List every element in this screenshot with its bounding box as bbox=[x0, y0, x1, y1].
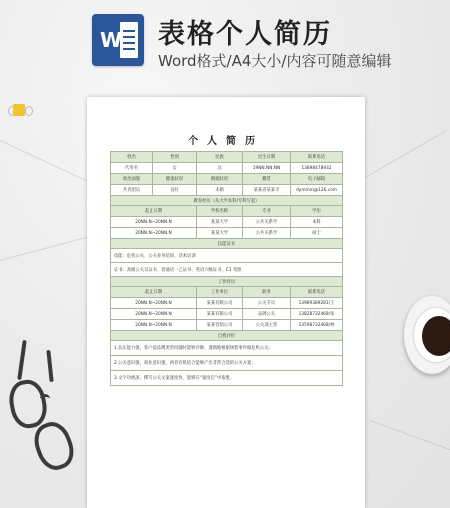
table-row bbox=[111, 356, 343, 371]
table-cell: 某某大学 bbox=[197, 228, 243, 239]
table-cell: 联系电话 bbox=[291, 287, 343, 298]
table-cell: 职务 bbox=[243, 287, 291, 298]
table-cell: 联系电话 bbox=[291, 152, 343, 163]
table-cell: 良好 bbox=[153, 185, 197, 196]
basic-value-row bbox=[111, 163, 343, 174]
table-row bbox=[111, 371, 343, 386]
marble-vein bbox=[370, 420, 450, 452]
table-cell: dymmm@126.com bbox=[291, 185, 343, 196]
glasses-icon bbox=[14, 340, 74, 480]
table-cell: 共青团员 bbox=[111, 185, 153, 196]
table-cell: 政治面貌 bbox=[111, 174, 153, 185]
table-cell: 公共关系学 bbox=[243, 228, 291, 239]
resume-table bbox=[110, 151, 343, 386]
table-cell: 20NN.N~20NN.N bbox=[111, 298, 197, 309]
table-cell: 某某有限公司 bbox=[197, 309, 243, 320]
table-cell: 起止日期 bbox=[111, 287, 197, 298]
table-cell: 出生日期 bbox=[243, 152, 291, 163]
table-cell: 起止日期 bbox=[111, 206, 197, 217]
education-header-row bbox=[111, 206, 343, 217]
table-cell: 某某营销公司 bbox=[197, 320, 243, 331]
binder-clip-icon bbox=[8, 103, 34, 117]
basic-header-row bbox=[111, 152, 343, 163]
table-cell: 13598732468/林 bbox=[291, 320, 343, 331]
table-cell: 婚姻状况 bbox=[197, 174, 243, 185]
table-cell: 籍贯 bbox=[243, 174, 291, 185]
template-title: 表格个人简历 bbox=[158, 19, 332, 50]
table-cell: 20NN.N~20NN.N bbox=[111, 228, 197, 239]
table-cell: 硕士 bbox=[291, 228, 343, 239]
table-cell: 公共关系学 bbox=[243, 217, 291, 228]
marble-vein bbox=[360, 130, 447, 181]
table-row bbox=[111, 298, 343, 309]
table-cell: 代用名 bbox=[111, 163, 153, 174]
table-cell: 性别 bbox=[153, 152, 197, 163]
word-icon-letter: W bbox=[99, 28, 123, 52]
table-cell: 19NN.NN.NN bbox=[243, 163, 291, 174]
section-header-work bbox=[111, 277, 343, 287]
table-cell: 电子邮箱 bbox=[291, 174, 343, 185]
table-cell: 学校名称 bbox=[197, 206, 243, 217]
section-title: 自我评价 bbox=[111, 331, 343, 341]
table-cell: 13898478932 bbox=[291, 163, 343, 174]
section-title: 技能证书 bbox=[111, 239, 343, 249]
template-subtitle: Word格式/A4大小/内容可随意编辑 bbox=[158, 52, 392, 70]
table-row bbox=[111, 263, 343, 277]
section-header-self-eval bbox=[111, 331, 343, 341]
self-eval-item: 3.文字功底深，撰写公关文案速度快，能够在“速度启”中取胜。 bbox=[111, 371, 343, 386]
table-cell: 工作单位 bbox=[197, 287, 243, 298]
table-cell: 13828732468/张 bbox=[291, 309, 343, 320]
table-cell: 汉 bbox=[197, 163, 243, 174]
table-cell: 民族 bbox=[197, 152, 243, 163]
table-cell: 某某大学 bbox=[197, 217, 243, 228]
coffee-cup-icon bbox=[404, 296, 450, 374]
table-cell: 20NN.N~20NN.N bbox=[111, 320, 197, 331]
table-row bbox=[111, 309, 343, 320]
certificates-line: 证书：高级公关员证书、普通话一乙证书、英语六级证书、C1 驾照 bbox=[111, 263, 343, 277]
table-cell: 20NN.N~20NN.N bbox=[111, 309, 197, 320]
basic-value-row bbox=[111, 185, 343, 196]
section-title: 工作经历 bbox=[111, 277, 343, 287]
table-row bbox=[111, 320, 343, 331]
table-cell: 女 bbox=[153, 163, 197, 174]
word-icon bbox=[92, 14, 144, 66]
self-eval-item: 1.抗压能力强，客户提品牌类型问题时能够冷静、谨慎地根据规程事件做危机公关； bbox=[111, 341, 343, 356]
table-cell: 未婚 bbox=[197, 185, 243, 196]
table-cell: 某某省某某市 bbox=[243, 185, 291, 196]
template-header bbox=[92, 10, 442, 80]
table-cell: 公关部主管 bbox=[243, 320, 291, 331]
marble-vein bbox=[0, 237, 87, 261]
resume-page bbox=[87, 97, 365, 508]
table-cell: 本科 bbox=[291, 217, 343, 228]
table-row bbox=[111, 228, 343, 239]
table-row bbox=[111, 249, 343, 263]
table-cell: 公关专员 bbox=[243, 298, 291, 309]
table-row bbox=[111, 217, 343, 228]
resume-title: 个人简历 bbox=[188, 136, 264, 147]
table-cell: 专业 bbox=[243, 206, 291, 217]
table-cell: 13989389281/王 bbox=[291, 298, 343, 309]
basic-header-row bbox=[111, 174, 343, 185]
table-cell: 品牌公关 bbox=[243, 309, 291, 320]
table-cell: 某某有限公司 bbox=[197, 298, 243, 309]
table-cell: 姓名 bbox=[111, 152, 153, 163]
table-cell: 健康状况 bbox=[153, 174, 197, 185]
work-header-row bbox=[111, 287, 343, 298]
table-cell: 学历 bbox=[291, 206, 343, 217]
section-header-education bbox=[111, 196, 343, 206]
table-cell: 20NN.N~20NN.N bbox=[111, 217, 197, 228]
section-title: 教育经历（从大学本科/专科写起） bbox=[111, 196, 343, 206]
table-row bbox=[111, 341, 343, 356]
section-header-skills bbox=[111, 239, 343, 249]
skills-line: 技能：危机公关、公关业务培训、话术培训 bbox=[111, 249, 343, 263]
self-eval-item: 2.公关意识强，商业意识强，两者有机结合能够产出非常合适的公关方案； bbox=[111, 356, 343, 371]
